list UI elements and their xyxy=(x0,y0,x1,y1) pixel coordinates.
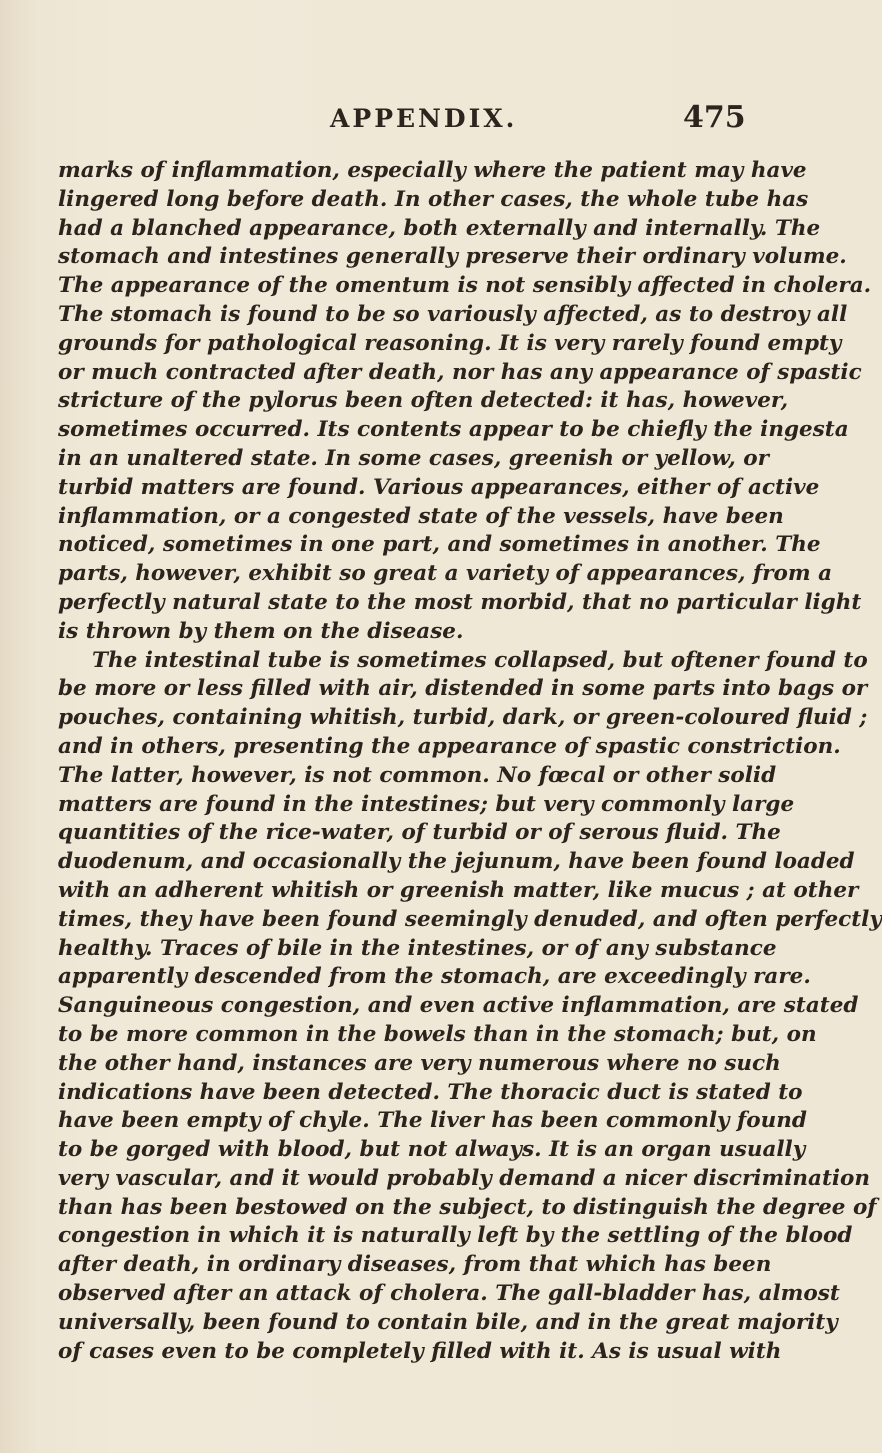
text-line: universally, been found to contain bile, and in the great majority xyxy=(58,1309,838,1335)
text-line: lingered long before death. In other cases, the whole tube has xyxy=(58,186,809,212)
text-line: very vascular, and it would probably demand a nicer discrimination xyxy=(58,1165,871,1191)
text-line: matters are found in the intestines; but very commonly large xyxy=(58,791,795,817)
text-line: observed after an attack of cholera. The gall-bladder has, almost xyxy=(58,1281,840,1307)
text-line: congestion in which it is naturally left by the settling of the blood xyxy=(58,1223,853,1249)
page-header xyxy=(0,100,800,144)
text-line: The intestinal tube is sometimes collapsed, but oftener found to xyxy=(92,647,868,673)
text-line: times, they have been found seemingly denuded, and often perfectly xyxy=(58,906,882,932)
text-line: stricture of the pylorus been often detected: it has, however, xyxy=(58,388,789,414)
text-line: turbid matters are found. Various appearances, either of active xyxy=(58,474,820,500)
text-line: had a blanched appearance, both externally and internally. The xyxy=(58,215,821,241)
text-line: or much contracted after death, nor has any appearance of spastic xyxy=(58,359,862,385)
text-line: quantities of the rice-water, of turbid or of serous fluid. The xyxy=(58,820,781,846)
text-line: to be gorged with blood, but not always. It is an organ usually xyxy=(58,1137,806,1163)
page-number: 475 xyxy=(683,100,746,135)
text-line: healthy. Traces of bile in the intestines, or of any substance xyxy=(58,935,777,961)
text-line: The stomach is found to be so variously affected, as to destroy all xyxy=(58,301,848,327)
text-line: The latter, however, is not common. No fœcal or other solid xyxy=(58,762,777,788)
text-line: duodenum, and occasionally the jejunum, have been found loaded xyxy=(58,849,855,875)
text-line: of cases even to be completely filled with it. As is usual with xyxy=(58,1338,782,1364)
text-line: Sanguineous congestion, and even active inflammation, are stated xyxy=(58,993,859,1019)
text-line: have been empty of chyle. The liver has been commonly found xyxy=(58,1108,807,1134)
text-line: perfectly natural state to the most morbid, that no particular light xyxy=(58,589,862,615)
text-line: The appearance of the omentum is not sensibly affected in cholera. xyxy=(58,273,872,299)
text-line: in an unaltered state. In some cases, greenish or yellow, or xyxy=(58,445,769,471)
text-line: is thrown by them on the disease. xyxy=(58,618,464,644)
text-line: be more or less filled with air, distended in some parts into bags or xyxy=(58,676,868,702)
text-line: indications have been detected. The thoracic duct is stated to xyxy=(58,1079,803,1105)
text-line: and in others, presenting the appearance of spastic constriction. xyxy=(58,733,841,759)
text-line: after death, in ordinary diseases, from that which has been xyxy=(58,1252,772,1278)
text-line: to be more common in the bowels than in the stomach; but, on xyxy=(58,1021,817,1047)
text-line: marks of inflammation, especially where the patient may have xyxy=(58,158,807,183)
text-line: inflammation, or a congested state of the vessels, have been xyxy=(58,503,784,529)
text-line: sometimes occurred. Its contents appear to be chiefly the ingesta xyxy=(58,417,849,443)
running-head: APPENDIX. xyxy=(330,104,518,133)
text-line: pouches, containing whitish, turbid, dark, or green-coloured fluid ; xyxy=(58,705,868,731)
text-line: than has been bestowed on the subject, to distinguish the degree of xyxy=(58,1194,877,1220)
text-line: with an adherent whitish or greenish matter, like mucus ; at other xyxy=(58,877,859,903)
text-line: parts, however, exhibit so great a variety of appearances, from a xyxy=(58,561,833,587)
text-line: grounds for pathological reasoning. It is very rarely found empty xyxy=(58,330,842,356)
body-text xyxy=(58,157,882,1366)
text-line: the other hand, instances are very numerous where no such xyxy=(58,1050,781,1076)
text-line: apparently descended from the stomach, are exceedingly rare. xyxy=(58,964,811,990)
text-line: noticed, sometimes in one part, and sometimes in another. The xyxy=(58,532,821,558)
text-line: stomach and intestines generally preserve their ordinary volume. xyxy=(58,244,847,270)
